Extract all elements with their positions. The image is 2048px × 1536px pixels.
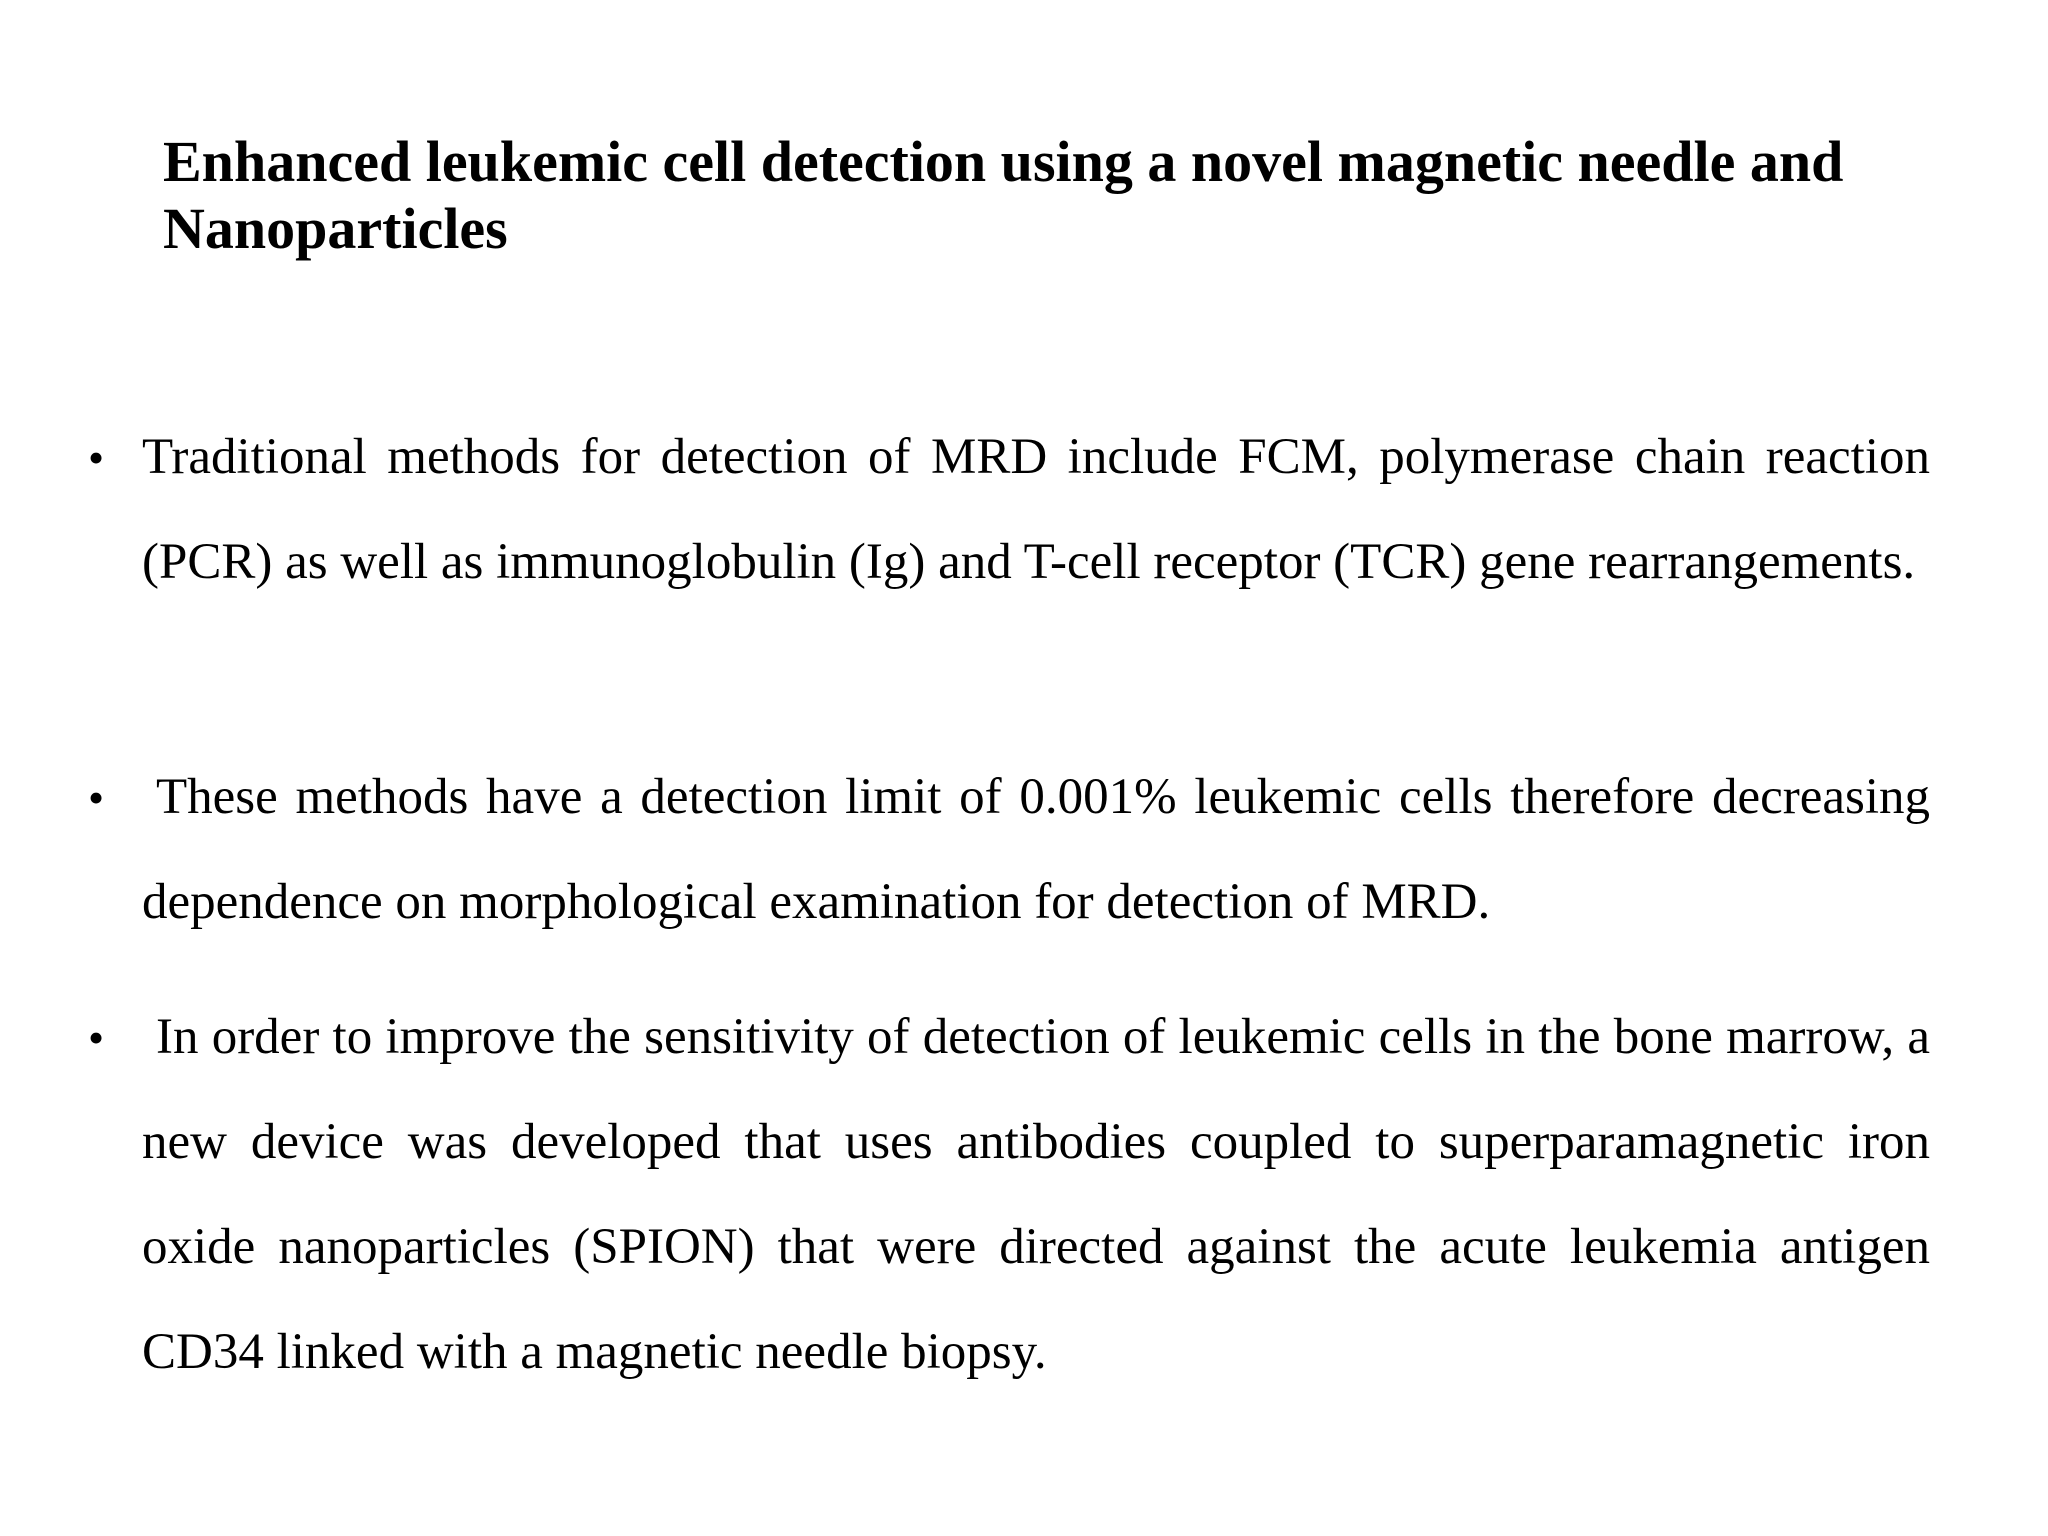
bullet-dot-icon: • xyxy=(88,432,105,483)
bullet-item-3 xyxy=(88,985,1930,1405)
bullet-dot-icon: • xyxy=(88,772,105,823)
bullet-text: Traditional methods for detection of MRD include FCM, polymerase chain reaction (PCR) as well as immunoglobulin (Ig) and T-cell receptor (TCR) gene rearrangements. xyxy=(142,429,1930,590)
bullet-item-1 xyxy=(88,405,1930,615)
bullet-text: In order to improve the sensitivity of detection of leukemic cells in the bone marrow, a new device was developed that uses antibodies coupled to superparamagnetic iron oxide nanoparticles (SPION) that were directed against the acute leukemia antigen CD34 linked with a magnetic needle biopsy. xyxy=(142,1009,1930,1380)
bullet-item-2 xyxy=(88,745,1930,955)
bullet-dot-icon: • xyxy=(88,1012,105,1063)
slide-title: Enhanced leukemic cell detection using a novel magnetic needle and Nanoparticles xyxy=(163,129,1844,261)
bullet-text: These methods have a detection limit of 0.001% leukemic cells therefore decreasing dependence on morphological examination for detection of MRD. xyxy=(142,769,1930,930)
